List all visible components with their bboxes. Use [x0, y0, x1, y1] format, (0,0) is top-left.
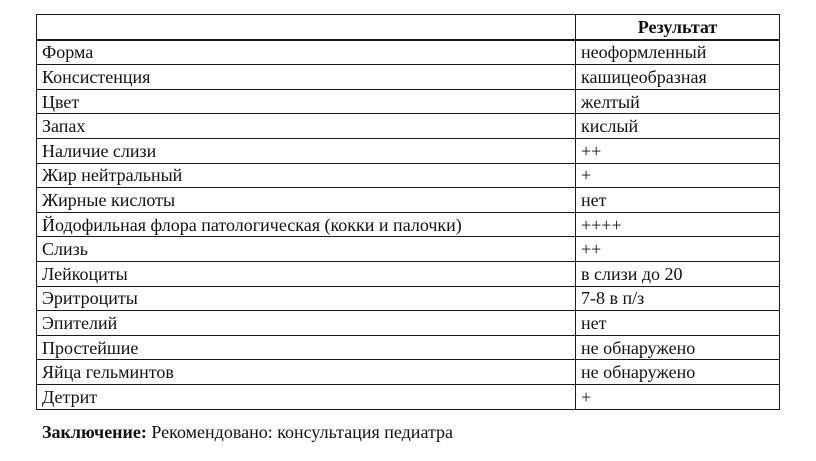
result-cell: нет: [576, 311, 780, 336]
table-row: [37, 188, 780, 213]
results-table: [36, 14, 780, 410]
parameter-cell: Цвет: [37, 89, 576, 114]
parameter-cell: Слизь: [37, 237, 576, 262]
result-cell: ++: [576, 138, 780, 163]
parameter-cell: Жир нейтральный: [37, 163, 576, 188]
parameter-cell: Жирные кислоты: [37, 188, 576, 213]
parameter-cell: Йодофильная флора патологическая (кокки и палочки): [37, 212, 576, 237]
parameter-cell: Эритроциты: [37, 286, 576, 311]
parameter-cell: Наличие слизи: [37, 138, 576, 163]
parameter-cell: Лейкоциты: [37, 261, 576, 286]
result-cell: не обнаружено: [576, 360, 780, 385]
parameter-cell: Детрит: [37, 384, 576, 409]
conclusion-label: Заключение:: [42, 422, 147, 442]
table-row: [37, 212, 780, 237]
parameter-cell: Запах: [37, 114, 576, 139]
parameter-cell: Яйца гельминтов: [37, 360, 576, 385]
result-cell: в слизи до 20: [576, 261, 780, 286]
header-parameter-cell: [37, 15, 576, 40]
table-row: [37, 335, 780, 360]
result-cell: неоформленный: [576, 40, 780, 65]
table-row: [37, 40, 780, 65]
result-cell: ++: [576, 237, 780, 262]
parameter-cell: Консистенция: [37, 65, 576, 90]
result-cell: +: [576, 163, 780, 188]
result-cell: 7-8 в п/з: [576, 286, 780, 311]
result-cell: +: [576, 384, 780, 409]
table-row: [37, 237, 780, 262]
table-row: [37, 261, 780, 286]
parameter-cell: Эпителий: [37, 311, 576, 336]
result-cell: кислый: [576, 114, 780, 139]
parameter-cell: Простейшие: [37, 335, 576, 360]
result-cell: не обнаружено: [576, 335, 780, 360]
table-row: [37, 286, 780, 311]
table-body: [37, 40, 780, 409]
table-row: [37, 65, 780, 90]
table-row: [37, 89, 780, 114]
table-row: [37, 384, 780, 409]
table-row: [37, 311, 780, 336]
table-row: [37, 114, 780, 139]
table-row: [37, 360, 780, 385]
table-row: [37, 138, 780, 163]
table-row: [37, 163, 780, 188]
result-cell: желтый: [576, 89, 780, 114]
header-result-cell: Результат: [576, 15, 780, 40]
result-cell: ++++: [576, 212, 780, 237]
table-header-row: [37, 15, 780, 40]
conclusion-line: [42, 421, 453, 443]
result-cell: кашицеобразная: [576, 65, 780, 90]
parameter-cell: Форма: [37, 40, 576, 65]
result-cell: нет: [576, 188, 780, 213]
conclusion-text: Рекомендовано: консультация педиатра: [151, 422, 454, 442]
